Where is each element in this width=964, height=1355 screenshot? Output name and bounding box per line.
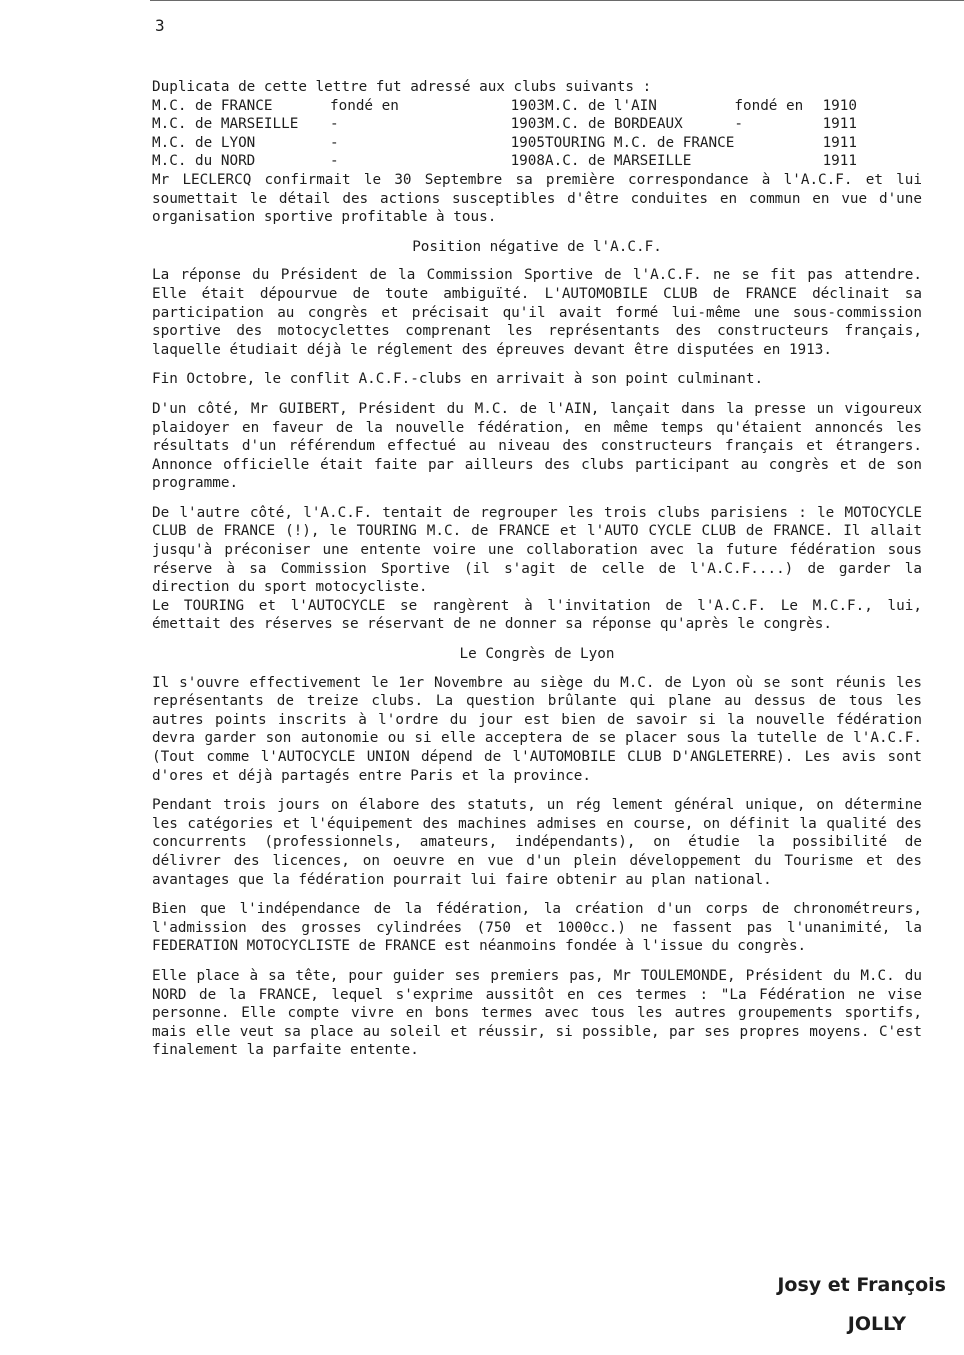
founded-year: 1911: [822, 134, 857, 151]
club-list-table: [152, 97, 857, 171]
founded-label: fondé en: [734, 97, 804, 114]
founded-label: -: [734, 116, 743, 133]
founded-label: fondé en: [330, 97, 399, 114]
signature-surname: JOLLY: [847, 1313, 906, 1335]
founded-year: 1911: [822, 116, 857, 133]
founded-year: 1903: [510, 97, 545, 114]
club-name: A.C. de MARSEILLE: [545, 153, 692, 170]
founded-label: -: [330, 134, 339, 151]
club-name: M.C. de FRANCE: [152, 97, 273, 114]
founded-label: -: [330, 153, 339, 170]
founded-year: 1908: [510, 153, 545, 170]
club-row: [152, 115, 857, 134]
autre-cote-paragraph: De l'autre côté, l'A.C.F. tentait de regrouper les trois clubs parisiens : le MOTOCYCLE CLUB de FRANCE (!), le TOURING M.C. de FRANCE et l'AUTO CYCLE CLUB de FRANCE. Il allait jusqu'à préconiser une entente voire une collaboration avec la future fédération sous réserve à sa Commission Sportive (il s'agit de celle de l'A.C.F....) de garder la direction du sport motocycliste.: [152, 504, 922, 596]
club-row: [152, 152, 857, 171]
club-name: TOURING M.C. de FRANCE: [545, 134, 735, 151]
elle-place-paragraph: Elle place à sa tête, pour guider ses premiers pas, Mr TOULEMONDE, Président du M.C. du NORD de la FRANCE, lequel s'exprime aussitôt en ces termes : "La Fédération ne vise personne. Elle compte vivre en bons termes avec tous les autres groupements sportifs, mais elle veut sa place au soleil et réussir, si possible, par ses propres moyens. C'est finalement la parfaite entente.: [152, 967, 922, 1059]
signature-names: Josy et François: [777, 1274, 946, 1296]
founded-year: 1911: [822, 153, 857, 170]
club-name: M.C. de BORDEAUX: [545, 116, 683, 133]
top-rule: [150, 0, 964, 1]
ouverture-paragraph: Il s'ouvre effectivement le 1er Novembre au siège du M.C. de Lyon où se sont réunis les représentants de treize clubs. La question brûlante qui plane au dessus de tous les autres points inscrits à l'ordre du jour est bien de savoir si la nouvelle fédération devra garder son autonomie ou si elle acceptera de se placer sous la tutelle de l'A.C.F. (Tout comme l'AUTOCYCLE UNION dépend de l'AUTOMOBILE CLUB D'ANGLETERRE). Les avis sont d'ores et déjà partagés entre Paris et la province.: [152, 674, 922, 784]
octobre-paragraph: Fin Octobre, le conflit A.C.F.-clubs en arrivait à son point culminant.: [152, 371, 764, 388]
intro-paragraph: Duplicata de cette lettre fut adressé aux clubs suivants :: [152, 79, 652, 95]
club-name: M.C. de MARSEILLE: [152, 116, 299, 133]
document-body: [152, 78, 922, 1071]
founded-year: 1910: [822, 97, 857, 114]
reponse-paragraph: La réponse du Président de la Commission Sportive de l'A.C.F. ne se fit pas attendre. Elle était dépourvue de toute ambiguïté. L'AUTOMOBILE CLUB de FRANCE déclinait sa participation au congrès et précisait qu'il avait formé lui-même une sous-commission sportive des motocyclettes comprenant les représentants des constructeurs français, laquelle étudiait déjà le réglement des épreuves devant être disputées en 1913.: [152, 267, 922, 358]
founded-year: 1903: [510, 116, 545, 133]
founded-label: [734, 152, 803, 171]
club-name: M.C. du NORD: [152, 153, 256, 170]
founded-label: -: [330, 116, 339, 133]
touring-paragraph: Le TOURING et l'AUTOCYCLE se rangèrent à l'invitation de l'A.C.F. Le M.C.F., lui, émettait des réserves se réservant de ne donner sa réponse qu'après le congrès.: [152, 597, 922, 633]
section-heading-acf: Position négative de l'A.C.F.: [412, 238, 662, 255]
section-heading-congres: Le Congrès de Lyon: [459, 646, 615, 663]
club-name: M.C. de LYON: [152, 134, 256, 151]
founded-year: 1905: [510, 134, 545, 151]
leclercq-paragraph: Mr LECLERCQ confirmait le 30 Septembre sa première correspondance à l'A.C.F. et lui soumettait le détail des actions susceptibles d'être conduites en commun en vue d'une organisation sportive profitable à tous.: [152, 171, 922, 226]
guibert-paragraph: D'un côté, Mr GUIBERT, Président du M.C. de l'AIN, lançait dans la presse un vigoureux plaidoyer en faveur de la nouvelle fédération, en même temps qu'étaient annoncés les résultats d'un référendum effectué au niveau des constructeurs français et étrangers. Annonce officielle était faite par ailleurs des clubs participant au congrès et de son programme.: [152, 400, 922, 492]
club-row: [152, 134, 857, 153]
club-row: [152, 97, 857, 116]
page-number: 3: [155, 16, 165, 35]
club-name: M.C. de l'AIN: [545, 97, 657, 114]
bien-que-paragraph: Bien que l'indépendance de la fédération, la création d'un corps de chronométreurs, l'admission des grosses cylindrées (750 et 1000cc.) ne fassent pas l'unanimité, la FEDERATION MOTOCYCLISTE de FRANCE est néanmoins fondée à l'issue du congrès.: [152, 901, 922, 955]
founded-label: [734, 134, 803, 153]
pendant-paragraph: Pendant trois jours on élabore des statuts, un rég lement général unique, on détermine les catégories et l'équipement des machines admises en course, on définit la qualité des concurrents (professionnels, amateurs, indépendants), on étudie la possibilité de délivrer des licences, on oeuvre en vue d'un plein développement du Tourisme et des avantages que la fédération pourrait lui faire obtenir au plan national.: [152, 797, 922, 888]
